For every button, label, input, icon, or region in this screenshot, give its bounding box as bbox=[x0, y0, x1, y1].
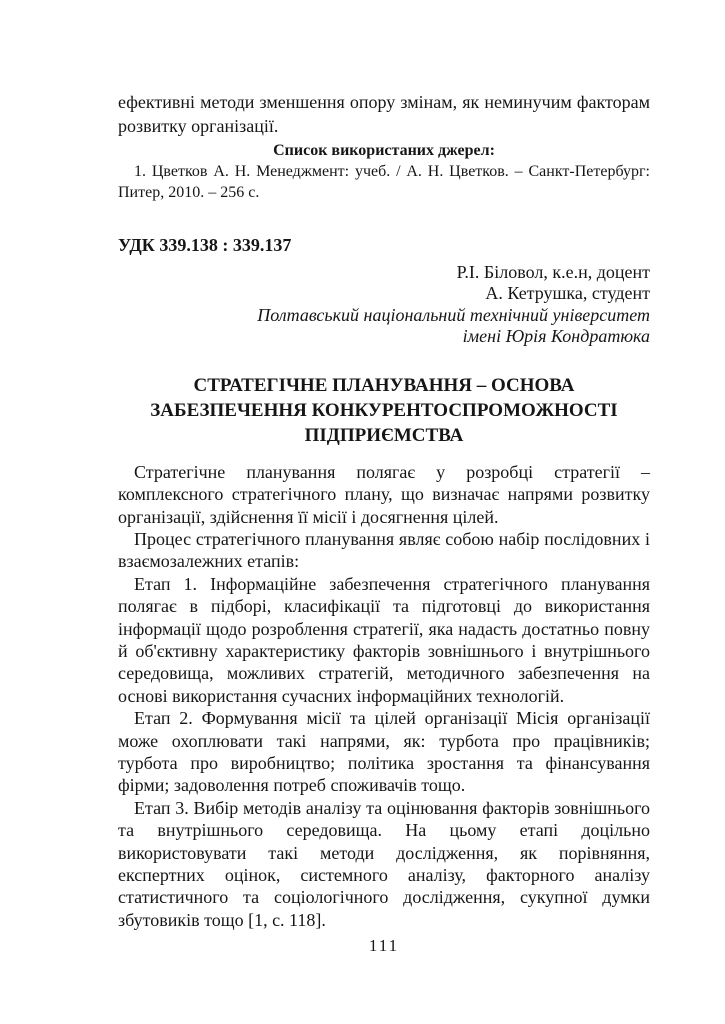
page-number: 111 bbox=[368, 936, 400, 955]
udc-code: УДК 339.138 : 339.137 bbox=[118, 235, 292, 255]
previous-article-tail bbox=[118, 90, 650, 203]
article-title-line: СТРАТЕГІЧНЕ ПЛАНУВАННЯ – ОСНОВА bbox=[193, 375, 575, 396]
body-paragraph: Стратегічне планування полягає у розробці стратегії – комплексного стратегічного плану, що визначає напрями розвитку організації, здійснення її місії і досягнення цілей. bbox=[118, 461, 650, 527]
reference-item: 1. Цветков А. Н. Менеджмент: учеб. / А. Н. Цветков. – Санкт-Петербург: Питер, 2010. – 256 с. bbox=[118, 163, 650, 201]
previous-article-closing-paragraph: ефективні методи зменшення опору змінам, як неминучим факторам розвитку організації. bbox=[118, 92, 650, 136]
body-paragraph: Процес стратегічного планування являє собою набір послідовних і взаємозалежних етапів: bbox=[118, 528, 650, 572]
affiliation-line: Полтавський національний технічний університет bbox=[257, 305, 650, 325]
article-title bbox=[118, 373, 650, 448]
article-title-line: ПІДПРИЄМСТВА bbox=[304, 425, 464, 446]
author-line: А. Кетрушка, студент bbox=[485, 283, 650, 303]
author-line: Р.І. Біловол, к.е.н, доцент bbox=[456, 262, 650, 282]
article-header bbox=[118, 235, 650, 448]
affiliation-block bbox=[118, 305, 650, 347]
affiliation-line: імені Юрія Кондратюка bbox=[462, 326, 650, 346]
page-content bbox=[118, 90, 650, 931]
body-paragraph: Етап 2. Формування місії та цілей організації Місія організації може охоплювати такі напрями, як: турбота про працівників; турбота про виробництво; політика зростання та фінансування фірми; задоволення потреб споживачів тощо. bbox=[118, 708, 650, 796]
body-paragraph: Етап 3. Вибір методів аналізу та оцінювання факторів зовнішнього та внутрішнього середовища. На цьому етапі доцільно використовувати такі методи дослідження, як порівняння, експертних оцінок, системного аналізу, факторного аналізу статистичного та соціологічного дослідження, сукупної думки збутовиків тощо [1, с. 118]. bbox=[118, 797, 650, 930]
body-paragraph: Етап 1. Інформаційне забезпечення стратегічного планування полягає в підборі, класифікації та підготовці до використання інформації щодо розроблення стратегії, яка надасть достатньо повну й об'єктивну характеристику факторів зовнішнього і внутрішнього середовища, можливих стратегій, методичного забезпечення на основі використання сучасних інформаційних технологій. bbox=[118, 573, 650, 706]
article-body bbox=[118, 461, 650, 932]
references-heading: Список використаних джерел: bbox=[273, 142, 495, 159]
authors-block bbox=[118, 262, 650, 304]
article-title-line: ЗАБЕЗПЕЧЕННЯ КОНКУРЕНТОСПРОМОЖНОСТІ bbox=[150, 400, 618, 421]
